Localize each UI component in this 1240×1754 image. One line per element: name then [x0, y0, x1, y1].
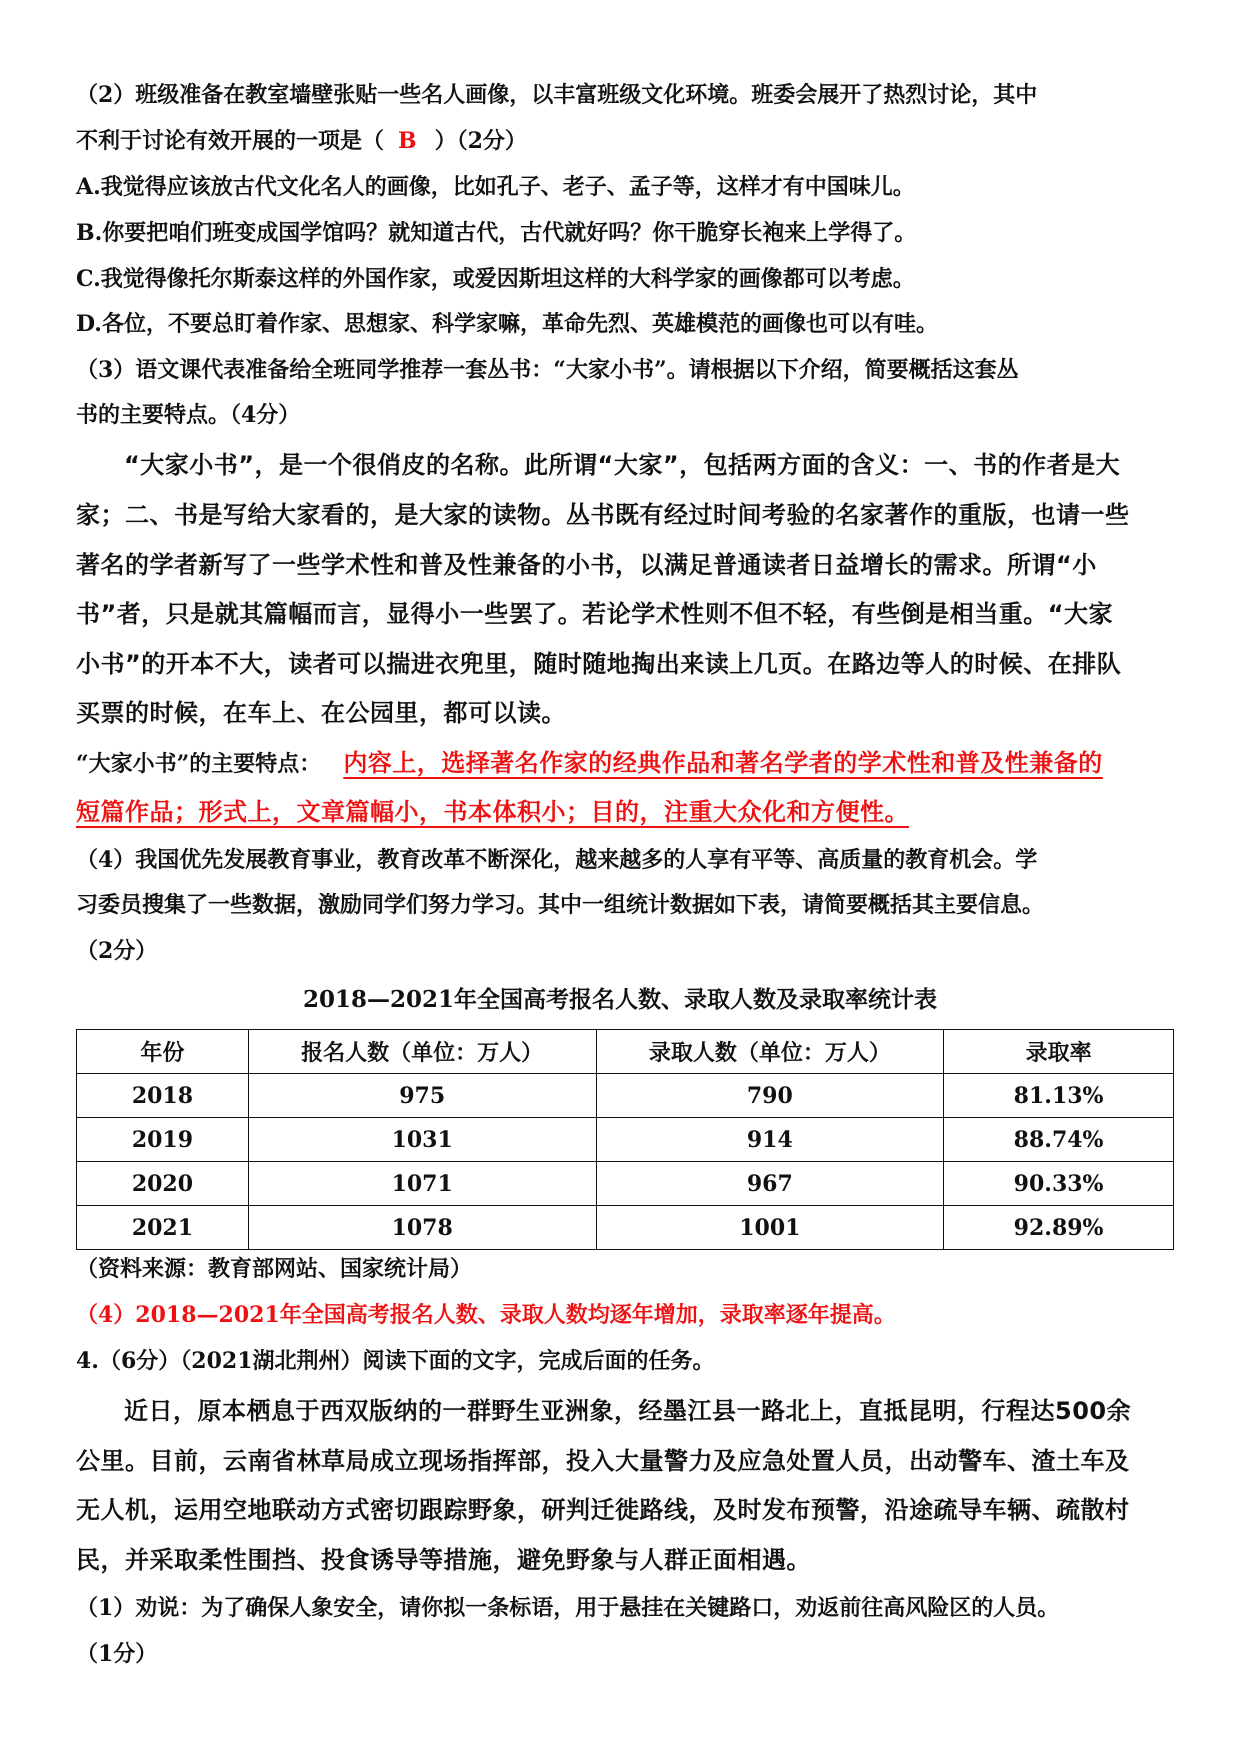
table-header-cell: 年份: [77, 1030, 249, 1074]
q3-answer-label: “大家小书”的主要特点：: [76, 751, 322, 777]
table-cell: 88.74%: [944, 1118, 1174, 1162]
q2-option-d: D.各位，不要总盯着作家、思想家、科学家嘛，革命先烈、英雄模范的画像也可以有哇。: [76, 311, 938, 337]
q4-stem-line2: 习委员搜集了一些数据，激励同学们努力学习。其中一组统计数据如下表，请简要概括其主要信息。: [76, 892, 1045, 918]
table-cell: 2020: [77, 1162, 249, 1206]
q3-stem-line2: 书的主要特点。（4分）: [76, 402, 301, 428]
table-cell: 90.33%: [944, 1162, 1174, 1206]
q3-passage-line: 著名的学者新写了一些学术性和普及性兼备的小书，以满足普通读者日益增长的需求。所谓“小: [76, 551, 1097, 579]
table-header-cell: 报名人数（单位：万人）: [248, 1030, 596, 1074]
table-cell: 1001: [596, 1206, 944, 1250]
table-cell: 2019: [77, 1118, 249, 1162]
table-row: [77, 1074, 1174, 1118]
table-header-cell: 录取率: [944, 1030, 1174, 1074]
q3-passage-line: 小书”的开本不大，读者可以揣进衣兜里，随时随地掏出来读上几页。在路边等人的时候、在排队: [76, 650, 1122, 678]
q3-answer-line2: [76, 797, 933, 828]
q4-stem-line3: （2分）: [76, 938, 158, 964]
q3-passage-line: “大家小书”，是一个很俏皮的名称。此所谓“大家”，包括两方面的含义：一、书的作者是大: [124, 451, 1121, 479]
q2-stem-suffix: ）（2分）: [434, 128, 527, 154]
q2-answer: B: [398, 128, 417, 154]
q3-answer-text: 内容上，选择著名作家的经典作品和著名学者的学术性和普及性兼备的: [343, 749, 1103, 777]
q2-stem-line1: （2）班级准备在教室墙壁张贴一些名人画像，以丰富班级文化环境。班委会展开了热烈讨论，其中: [76, 82, 1038, 108]
q2-stem-prefix: 不利于讨论有效开展的一项是（: [76, 128, 385, 154]
table-header-cell: 录取人数（单位：万人）: [596, 1030, 944, 1074]
q-main4-passage-line: 近日，原本栖息于西双版纳的一群野生亚洲象，经墨江县一路北上，直抵昆明，行程达500余: [124, 1397, 1132, 1425]
table-cell: 1031: [248, 1118, 596, 1162]
table-cell: 92.89%: [944, 1206, 1174, 1250]
table-source: （资料来源：教育部网站、国家统计局）: [76, 1256, 473, 1282]
q3-passage-line: 买票的时候，在车上、在公园里，都可以读。: [76, 699, 566, 727]
table-row: [77, 1118, 1174, 1162]
q2-option-b: B.你要把咱们班变成国学馆吗？就知道古代，古代就好吗？你干脆穿长袍来上学得了。: [76, 220, 917, 246]
table-cell: 975: [248, 1074, 596, 1118]
q-main4-sub1-line2: （1分）: [76, 1641, 158, 1667]
q-main4-passage-line: 公里。目前，云南省林草局成立现场指挥部，投入大量警力及应急处置人员，出动警车、渣土车及: [76, 1447, 1130, 1475]
table-row: [77, 1162, 1174, 1206]
table-cell: 967: [596, 1162, 944, 1206]
q2-stem-line2: [76, 126, 527, 156]
table-header-row: [77, 1030, 1174, 1074]
q3-passage-line: 家；二、书是写给大家看的，是大家的读物。丛书既有经过时间考验的名家著作的重版，也请一些: [76, 501, 1130, 529]
q2-option-c: C.我觉得像托尔斯泰这样的外国作家，或爱因斯坦这样的大科学家的画像都可以考虑。: [76, 266, 915, 292]
q3-passage-line: 书”者，只是就其篇幅而言，显得小一些罢了。若论学术性则不但不轻，有些倒是相当重。“大家: [76, 600, 1114, 628]
q-main4-header: 4.（6分）（2021湖北荆州）阅读下面的文字，完成后面的任务。: [76, 1348, 715, 1374]
table-cell: 81.13%: [944, 1074, 1174, 1118]
q4-answer: （4）2018—2021年全国高考报名人数、录取人数均逐年增加，录取率逐年提高。: [76, 1302, 896, 1328]
table-row: [77, 1206, 1174, 1250]
q-main4-passage-line: 无人机，运用空地联动方式密切跟踪野象，研判迁徙路线，及时发布预警，沿途疏导车辆、疏散村: [76, 1496, 1130, 1524]
table-cell: 790: [596, 1074, 944, 1118]
table-cell: 1071: [248, 1162, 596, 1206]
table-cell: 2018: [77, 1074, 249, 1118]
table-title: 2018—2021年全国高考报名人数、录取人数及录取率统计表: [302, 986, 938, 1013]
q3-answer-text: 短篇作品；形式上，文章篇幅小，书本体积小；目的，注重大众化和方便性。: [76, 798, 909, 826]
stats-table: [76, 1029, 1174, 1250]
table-cell: 2021: [77, 1206, 249, 1250]
q4-stem-line1: （4）我国优先发展教育事业，教育改革不断深化，越来越多的人享有平等、高质量的教育机会。学: [76, 847, 1038, 873]
q-main4-sub1-line1: （1）劝说：为了确保人象安全，请你拟一条标语，用于悬挂在关键路口，劝返前往高风险区的人员。: [76, 1595, 1060, 1621]
q-main4-passage-line: 民，并采取柔性围挡、投食诱导等措施，避免野象与人群正面相遇。: [76, 1546, 811, 1574]
table-cell: 914: [596, 1118, 944, 1162]
q3-answer-line1: [76, 748, 1103, 779]
table-cell: 1078: [248, 1206, 596, 1250]
q3-stem-line1: （3）语文课代表准备给全班同学推荐一套丛书：“大家小书”。请根据以下介绍，简要概括这套丛: [76, 357, 1019, 383]
q2-option-a: A.我觉得应该放古代文化名人的画像，比如孔子、老子、孟子等，这样才有中国味儿。: [76, 174, 915, 200]
